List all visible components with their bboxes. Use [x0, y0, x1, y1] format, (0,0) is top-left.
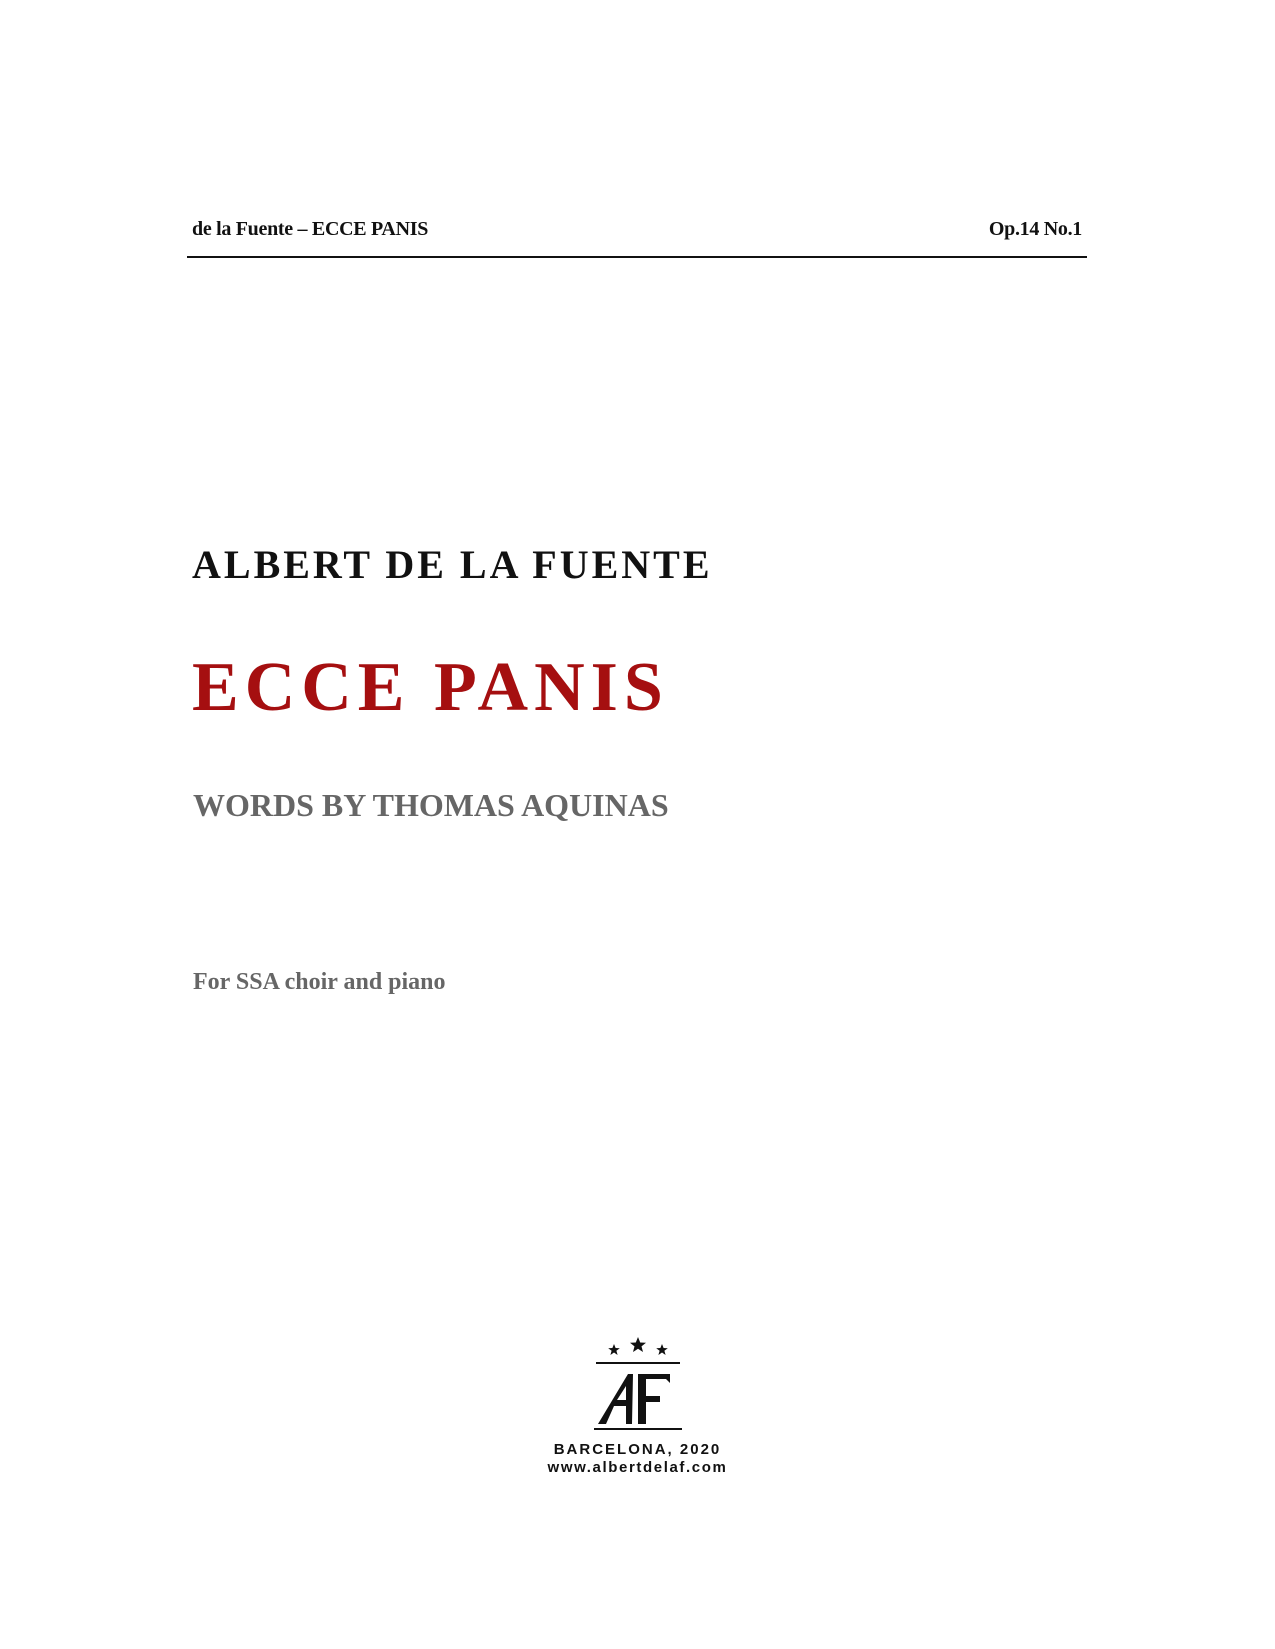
header-rule	[187, 256, 1087, 258]
scoring-note: For SSA choir and piano	[193, 969, 446, 995]
work-title: ECCE PANIS	[192, 649, 669, 726]
website-url: www.albertdelaf.com	[547, 1459, 728, 1476]
header-opus: Op.14 No.1	[988, 218, 1082, 240]
header-title: de la Fuente – ECCE PANIS	[192, 218, 429, 240]
lyricist-credit: WORDS BY THOMAS AQUINAS	[193, 787, 669, 823]
composer-name: ALBERT DE LA FUENTE	[192, 542, 713, 587]
af-monogram-logo-icon	[592, 1336, 684, 1432]
running-header	[192, 218, 1082, 246]
publication-place-date: BARCELONA, 2020	[553, 1441, 722, 1458]
